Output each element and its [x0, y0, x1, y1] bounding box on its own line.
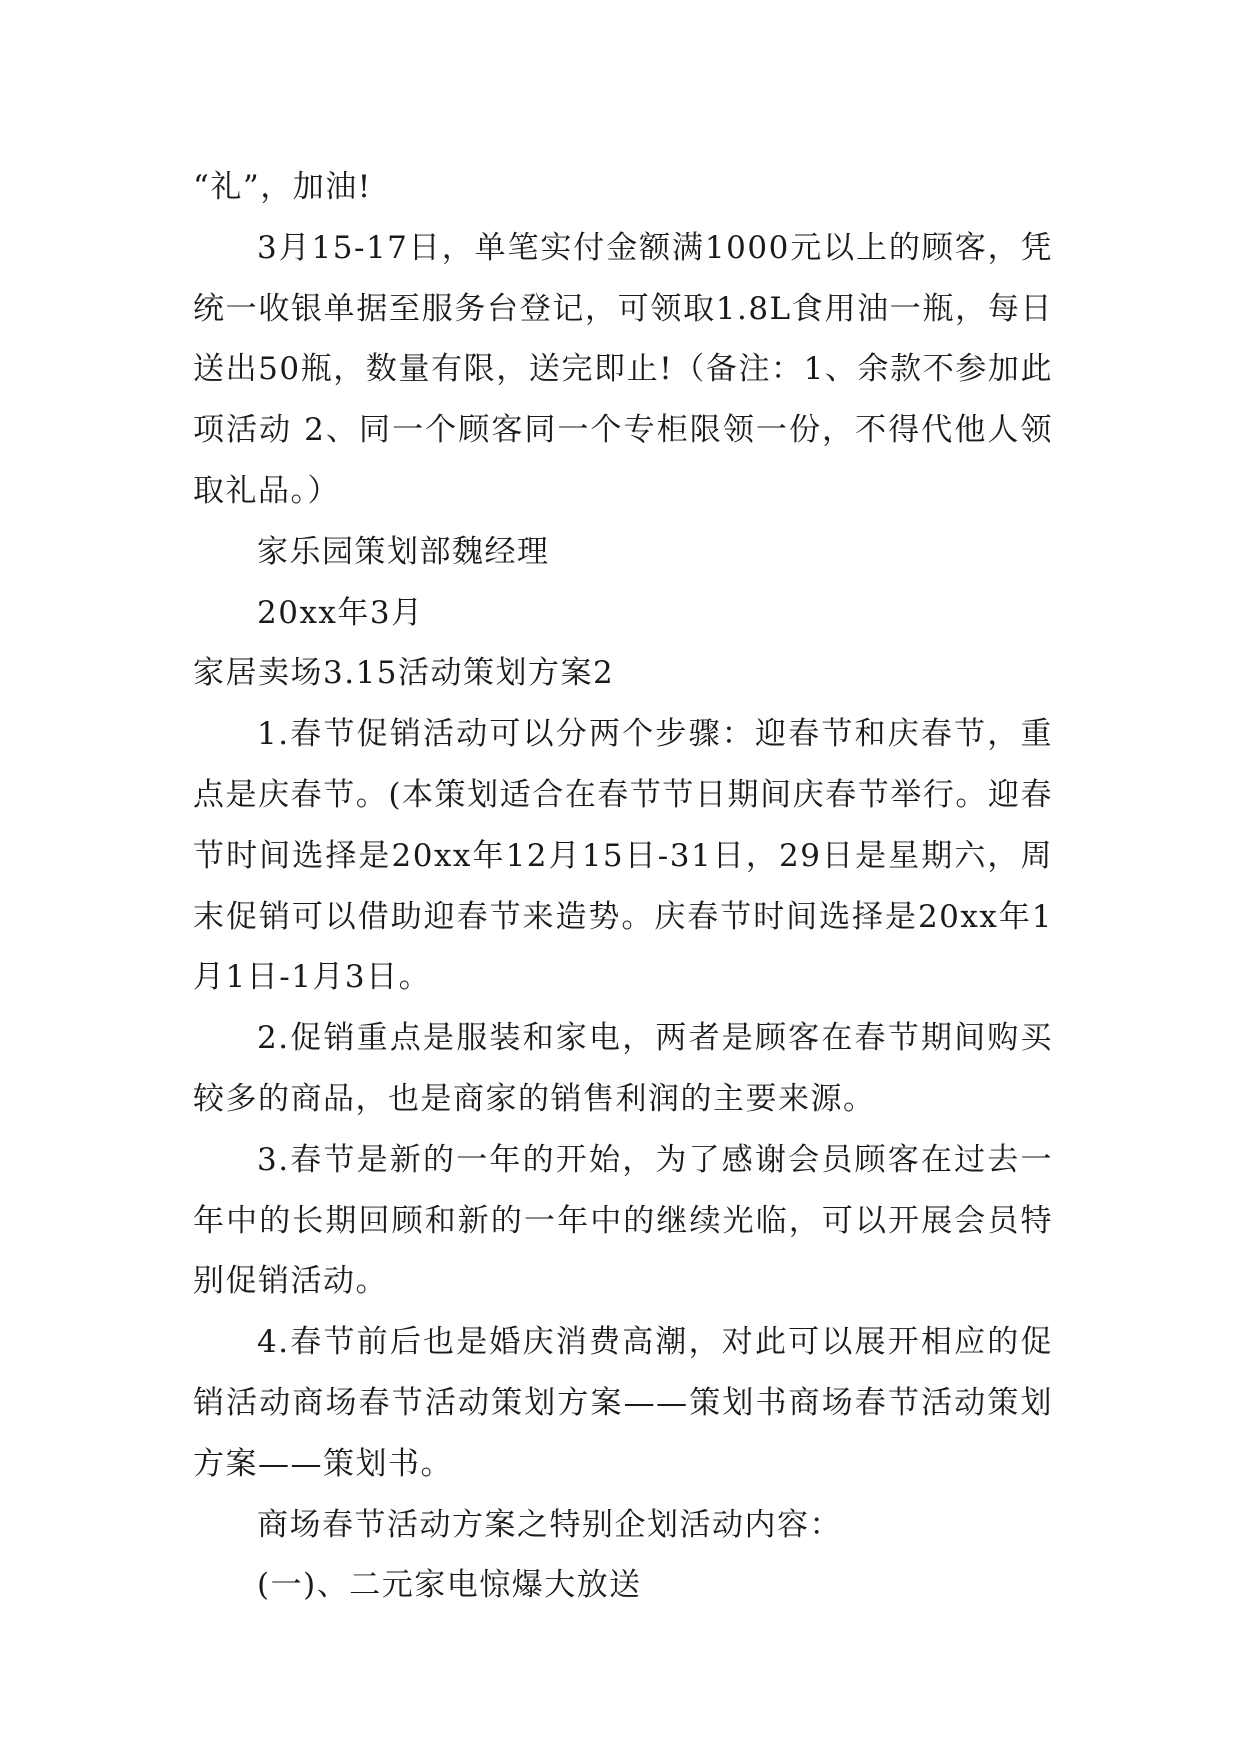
paragraph: 3.春节是新的一年的开始，为了感谢会员顾客在过去一年中的长期回顾和新的一年中的继续光临，可以开展会员特别促销活动。 — [193, 1141, 1053, 1300]
paragraph: 2.促销重点是服装和家电，两者是顾客在春节期间购买较多的商品，也是商家的销售利润的主要来源。 — [193, 1020, 1053, 1117]
paragraph: (一)、二元家电惊爆大放送 — [257, 1567, 642, 1604]
signature-line: 家乐园策划部魏经理 — [257, 533, 550, 570]
paragraph: 商场春节活动方案之特别企划活动内容： — [257, 1506, 842, 1543]
paragraph: “礼”，加油! — [193, 169, 372, 205]
section-title: 家居卖场3.15活动策划方案2 — [193, 655, 615, 692]
document-body — [193, 157, 1053, 1616]
paragraph: 1.春节促销活动可以分两个步骤：迎春节和庆春节，重点是庆春节。(本策划适合在春节节日期间庆春节举行。迎春节时间选择是20xx年12月15日-31日，29日是星期六，周末促销可以借助迎春节来造势。庆春节时间选择是20xx年1月1日-1月3日。 — [193, 716, 1053, 996]
paragraph: 4.春节前后也是婚庆消费高潮，对此可以展开相应的促销活动商场春节活动策划方案——策划书商场春节活动策划方案——策划书。 — [193, 1324, 1053, 1482]
date-line: 20xx年3月 — [257, 594, 424, 631]
paragraph: 3月15-17日，单笔实付金额满1000元以上的顾客，凭统一收银单据至服务台登记，可领取1.8L食用油一瓶，每日送出50瓶，数量有限，送完即止!（备注：1、余款不参加此项活动 2、同一个顾客同一个专柜限领一份，不得代他人领取礼品。） — [193, 229, 1053, 509]
